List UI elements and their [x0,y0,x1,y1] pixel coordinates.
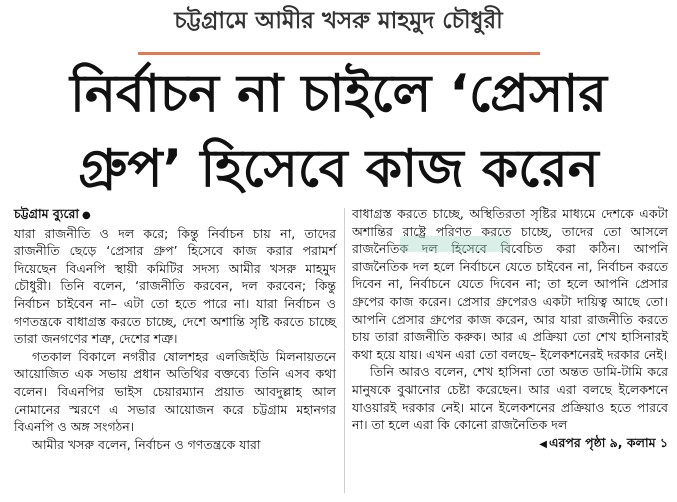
column-divider [344,208,345,493]
paragraph: গতকাল বিকালে নগরীর ষোলশহর এলজিইডি মিলনায়তনে আয়োজিত এক সভায় প্রধান অতিথির বক্তব্যে তিনি এসব কথা বলেন। বিএনপির ভাইস চেয়ারম্যান প্রয়াত আবদুল্লাহ আল নোমানের স্মরণে এ সভার আয়োজন করে চট্টগ্রাম মহানগর বিএনপি ও অঙ্গ সংগঠন। [14,348,336,435]
headline-line-1: নির্বাচন না চাইলে ‘প্রেসার [70,64,607,124]
headline-line-2: গ্রুপ’ হিসেবে কাজ করেন [78,139,599,199]
bullet-icon: ● [82,210,91,221]
article-column-left [14,205,336,453]
byline [14,205,336,225]
continued-on-text: এরপর পৃষ্ঠা ৯, কলাম ১ [548,434,668,450]
watermark [400,236,510,252]
paragraph: যারা রাজনীতি ও দল করে; কিন্তু নির্বাচন চায় না, তাদের রাজনীতি ছেড়ে ‘প্রেসার গ্রুপ’ হিসেবে কাজ করার পরামর্শ দিয়েছেন বিএনপি স্থায়ী কমিটির সদস্য আমীর খসরু মাহমুদ চৌধুরী। তিনি বলেন, ‘রাজনীতি করবেন, দল করবেন; কিন্তু নির্বাচন চাইবেন না– এটা তো হতে পারে না। যারা নির্বাচন ও গণতন্ত্রকে বাধাগ্রস্ত করতে চাচ্ছে, দেশে অশান্তি সৃষ্টি করতে চাচ্ছে তারা জনগণের শত্রু, দেশের শত্রু। [14,225,336,347]
kicker-title: চট্টগ্রামে আমীর খসরু মাহমুদ চৌধুরী [174,8,503,34]
continued-note [352,434,668,454]
paragraph: বাধাগ্রস্ত করতে চাচ্ছে, অস্থিতিরতা সৃষ্টির মাধ্যমে দেশকে একটা অশান্তির রাষ্ট্রে পরিণত করতে চাচ্ছে, তাদের তো আসলে রাজনৈতিক দল হিসেবে বিবেচিত করা কঠিন। আপনি রাজনৈতিক দল হলে নির্বাচনে যেতে চাইবেন না, নির্বাচন করতে দিবেন না, নির্বাচনে যেতে দিবেন না; তা হলে আপনি প্রেসার গ্রুপের কাজ করেন। প্রেসার গ্রুপেরও একটা দায়িত্ব আছে তো। আপনি প্রেসার গ্রুপের কাজ করেন, আর যারা রাজনীতি করতে চায় তারা রাজনীতি করুক। আর এ প্রক্রিয়া তো শেখ হাসিনারই কথা হয়ে যায়। এখন এরা তো বলছে– ইলেকশনেরই দরকার নেই। [352,206,668,362]
paragraph: তিনি আরও বলেন, শেখ হাসিনা তো অন্তত ডামি-টামি করে মানুষকে বুঝানোর চেষ্টা করেছেন। আর এরা বলছে ইলেকশনে যাওয়ারই দরকার নেই। মানে ইলেকশনের প্রক্রিয়াও হতে পারবে না। তা হলে এরা কি কোনো রাজনৈতিক দল [352,364,668,433]
paragraph: আমীর খসরু বলেন, নির্বাচন ও গণতন্ত্রকে যারা [32,436,261,452]
byline-text: চট্টগ্রাম ব্যুরো [14,206,80,221]
arrow-icon: ◀ [539,438,547,450]
kicker-underline [138,52,540,55]
